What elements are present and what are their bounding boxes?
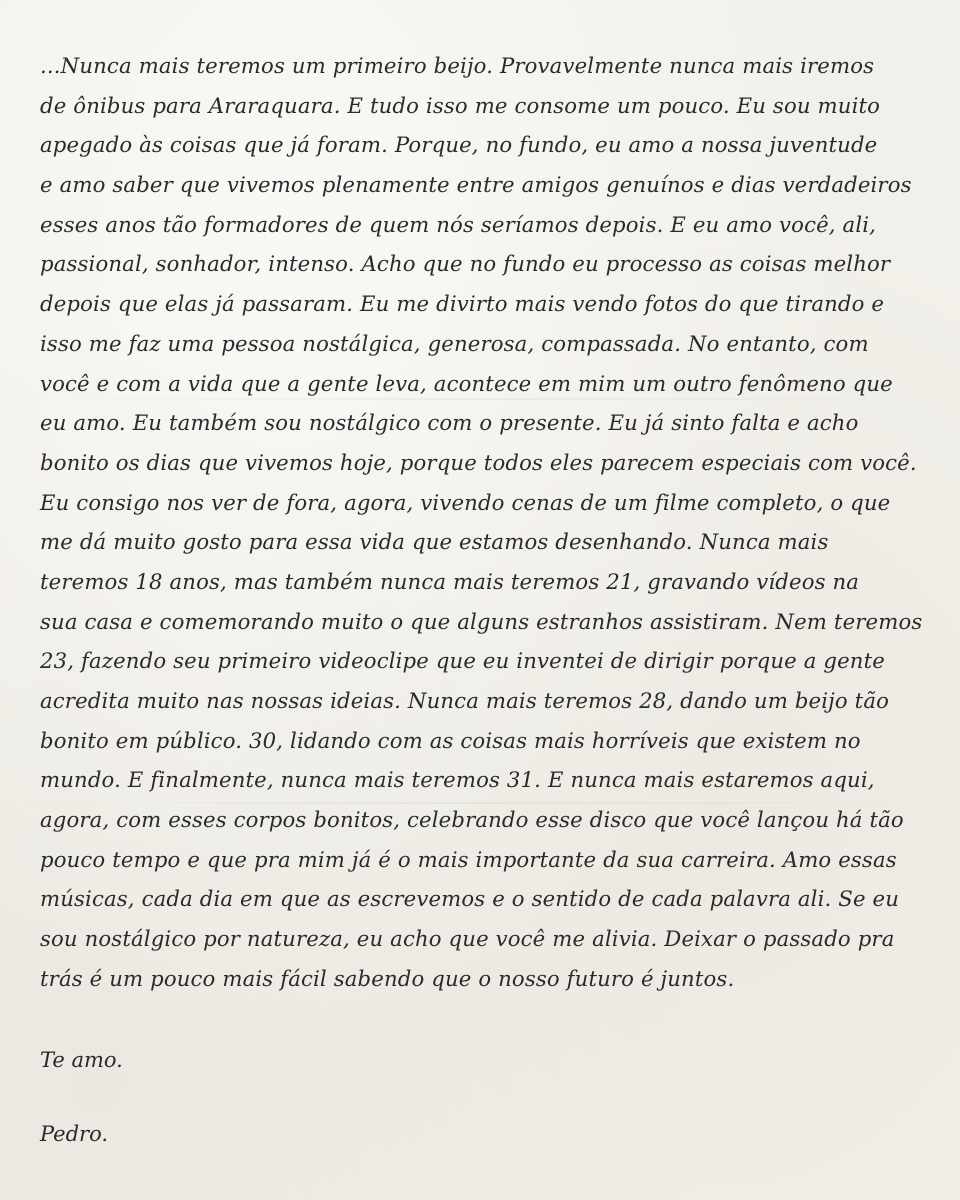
letter-line: pouco tempo e que pra mim já é o mais importante da sua carreira. Amo essas (40, 846, 897, 872)
letter-line: você e com a vida que a gente leva, acontece em mim um outro fenômeno que (40, 370, 893, 396)
letter-line: teremos 18 anos, mas também nunca mais teremos 21, gravando vídeos na (40, 568, 860, 594)
paper-fold-crease (0, 802, 960, 804)
letter-line: músicas, cada dia em que as escrevemos e o sentido de cada palavra ali. Se eu (40, 886, 900, 912)
letter-line: me dá muito gosto para essa vida que estamos desenhando. Nunca mais (40, 529, 829, 555)
letter-line: ...Nunca mais teremos um primeiro beijo. Provavelmente nunca mais iremos (40, 53, 875, 78)
letter-line: depois que elas já passaram. Eu me divirto mais vendo fotos do que tirando e (40, 291, 885, 317)
letter-line: Eu consigo nos ver de fora, agora, vivendo cenas de um filme completo, o que (40, 489, 891, 515)
letter-line: de ônibus para Araraquara. E tudo isso me consome um pouco. Eu sou muito (40, 92, 881, 118)
letter-line: passional, sonhador, intenso. Acho que no fundo eu processo as coisas melhor (40, 251, 891, 277)
letter-line: apegado às coisas que já foram. Porque, no fundo, eu amo a nossa juventude (40, 132, 878, 158)
sign-off: Te amo. (40, 1048, 123, 1072)
letter-line: agora, com esses corpos bonitos, celebrando esse disco que você lançou há tão (40, 807, 904, 833)
letter-line: e amo saber que vivemos plenamente entre amigos genuínos e dias verdadeiros (40, 172, 912, 198)
signature: Pedro. (40, 1122, 109, 1146)
letter-line: bonito em público. 30, lidando com as coisas mais horríveis que existem no (40, 727, 861, 753)
letter-line: isso me faz uma pessoa nostálgica, generosa, compassada. No entanto, com (40, 330, 869, 356)
letter-line: bonito os dias que vivemos hoje, porque todos eles parecem especiais com você. (40, 449, 917, 475)
letter-line: esses anos tão formadores de quem nós seríamos depois. E eu amo você, ali, (40, 211, 877, 237)
letter-line: trás é um pouco mais fácil sabendo que o nosso futuro é juntos. (40, 965, 735, 991)
letter-line: mundo. E finalmente, nunca mais teremos 31. E nunca mais estaremos aqui, (40, 767, 875, 793)
letter-line: acredita muito nas nossas ideias. Nunca mais teremos 28, dando um beijo tão (40, 688, 890, 713)
letter-line: eu amo. Eu também sou nostálgico com o presente. Eu já sinto falta e acho (40, 410, 859, 436)
letter-body (40, 46, 923, 999)
letter-line: sou nostálgico por natureza, eu acho que você me alivia. Deixar o passado pra (40, 926, 895, 952)
letter-line: 23, fazendo seu primeiro videoclipe que eu inventei de dirigir porque a gente (40, 648, 885, 674)
letter-line: sua casa e comemorando muito o que alguns estranhos assistiram. Nem teremos (40, 608, 923, 634)
paper-fold-crease (0, 398, 960, 400)
